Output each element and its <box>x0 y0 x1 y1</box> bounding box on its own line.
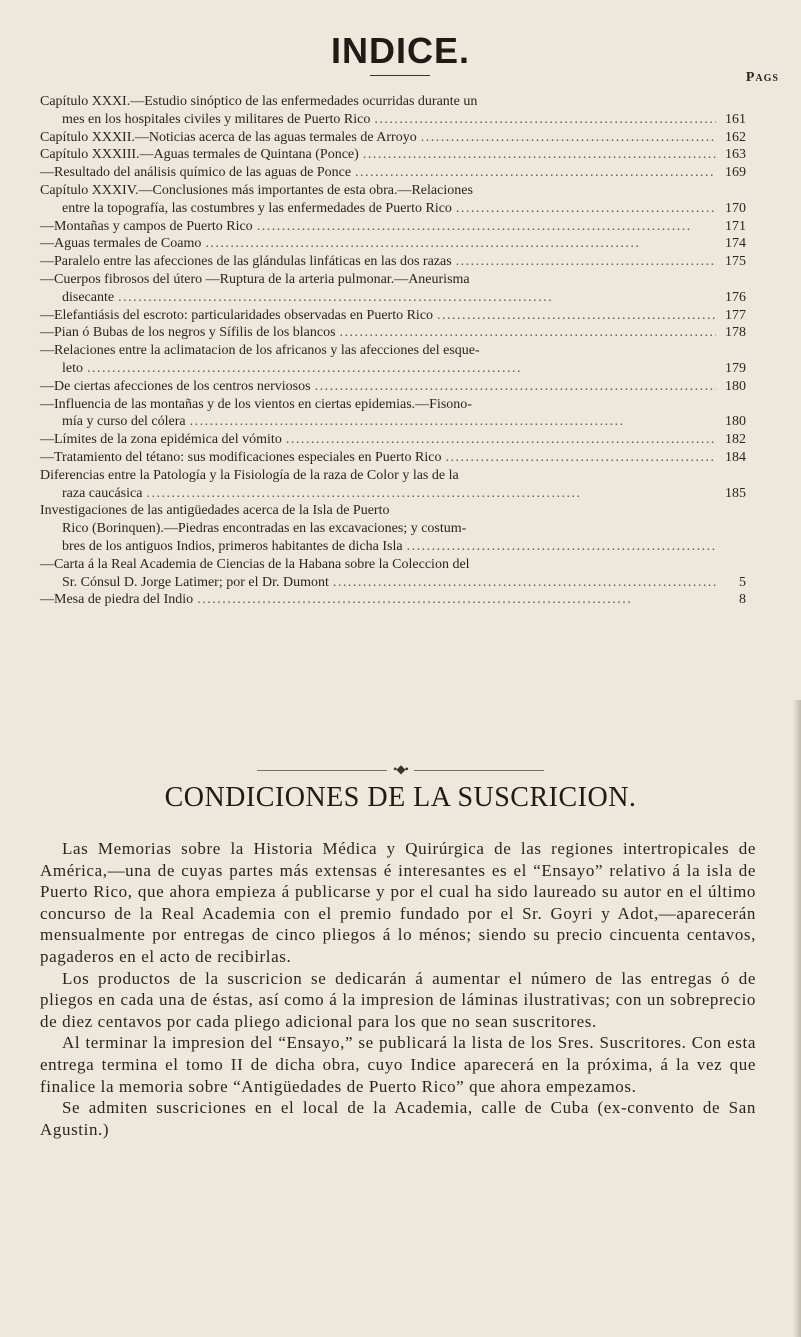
toc-entry-text: —Tratamiento del tétano: sus modificaciones especiales en Puerto Rico <box>40 449 442 465</box>
toc-entry-text: Sr. Cónsul D. Jorge Latimer; por el Dr. Dumont <box>62 574 329 590</box>
toc-page-number: 184 <box>725 449 746 465</box>
toc-page-number: 161 <box>725 111 746 127</box>
toc-line <box>40 324 746 342</box>
toc-line <box>40 111 746 129</box>
toc-page-number: 8 <box>739 592 746 608</box>
toc-entry <box>40 591 746 609</box>
pages-column-label: Pags <box>745 70 779 85</box>
toc-entry <box>40 182 746 218</box>
toc-page-number: 182 <box>725 432 746 448</box>
toc-line <box>40 485 746 503</box>
toc-entry-text: —Montañas y campos de Puerto Rico <box>40 218 253 234</box>
toc-line <box>40 93 746 111</box>
toc-page-number: 175 <box>725 254 746 270</box>
toc-entry-text: Investigaciones de las antigüedades acerca de la Isla de Puerto <box>40 503 390 519</box>
toc-page-number: 163 <box>725 147 746 163</box>
toc-line <box>40 467 746 485</box>
toc-entry <box>40 307 746 325</box>
dot-leader <box>363 146 716 164</box>
toc-page-number: 171 <box>725 218 746 234</box>
toc-entry <box>40 449 746 467</box>
toc-entry <box>40 502 746 555</box>
toc-line <box>40 378 746 396</box>
toc-entry <box>40 396 746 432</box>
toc-page-number: 185 <box>725 485 746 501</box>
toc-entry <box>40 93 746 129</box>
toc-page-number: 180 <box>725 378 746 394</box>
toc-entry <box>40 253 746 271</box>
toc-line <box>40 360 746 378</box>
toc-entry-text: Capítulo XXXIV.—Conclusiones más importantes de esta obra.—Relaciones <box>40 182 473 198</box>
toc-line <box>40 235 746 253</box>
toc-entry-text: —Resultado del análisis químico de las aguas de Ponce <box>40 165 352 181</box>
toc-line <box>40 449 746 467</box>
conditions-title: CONDICIONES DE LA SUSCRICION. <box>164 782 637 813</box>
toc-entry-text: —Elefantiásis del escroto: particularidades observadas en Puerto Rico <box>40 307 434 323</box>
toc-page-number: 5 <box>739 574 746 590</box>
toc-entry <box>40 146 746 164</box>
dot-leader <box>286 431 716 449</box>
toc-page-number: 170 <box>725 200 746 216</box>
toc-entry-text: Capítulo XXXI.—Estudio sinóptico de las enfermedades ocurridas durante un <box>40 94 478 109</box>
conditions-paragraph: Se admiten suscriciones en el local de la Academia, calle de Cuba (ex-convento de San Agustin.) <box>40 1098 756 1139</box>
toc-entry-text: mía y curso del cólera <box>62 414 186 430</box>
toc-entry-text: Rico (Borinquen).—Piedras encontradas en las excavaciones; y costum- <box>62 521 467 537</box>
toc-page-number: 162 <box>725 129 746 145</box>
dot-leader <box>374 111 716 129</box>
toc-entry <box>40 324 746 342</box>
toc-entry <box>40 342 746 378</box>
toc-entry <box>40 164 746 182</box>
toc-entry-text: —Paralelo entre las afecciones de las glándulas linfáticas en las dos razas <box>40 254 452 270</box>
toc-line <box>40 164 746 182</box>
toc-line <box>40 200 746 218</box>
toc-line <box>40 396 746 414</box>
dot-leader <box>446 449 717 467</box>
toc-page-number: 178 <box>725 325 746 341</box>
toc-line <box>40 556 746 574</box>
toc-line <box>40 218 746 236</box>
toc-line <box>40 182 746 200</box>
toc-line <box>40 413 746 431</box>
conditions-paragraph: Al terminar la impresion del “Ensayo,” se publicará la lista de los Sres. Suscritores. Con esta entrega termina el tomo II de dicha obra, cuyo Indice aparecerá en la próxima, á la vez que finalice la memoria sobre “Antigüedades de Puerto Rico” que ahora empezamos. <box>40 1033 756 1096</box>
dot-leader <box>456 253 716 271</box>
dot-leader <box>421 129 716 147</box>
toc-line <box>40 271 746 289</box>
toc-entry-text: —De ciertas afecciones de los centros nerviosos <box>40 378 311 394</box>
dot-leader <box>456 200 716 218</box>
toc-entry-text: —Aguas termales de Coamo <box>40 236 202 252</box>
dot-leader <box>355 164 716 182</box>
toc-line <box>40 431 746 449</box>
dot-leader <box>205 235 716 253</box>
toc-line <box>40 520 746 538</box>
dot-leader <box>197 591 716 609</box>
dot-leader <box>333 574 716 592</box>
toc-entry <box>40 431 746 449</box>
conditions-paragraph: Los productos de la suscricion se dedicarán á aumentar el número de las entregas ó de pliegos en cada una de éstas, así como á la impresion de láminas ilustrativas; con un sobreprecio de diez centavos por cada pliego adicional para los que no sean suscritores. <box>40 968 756 1031</box>
toc-entry-text: mes en los hospitales civiles y militares de Puerto Rico <box>62 111 371 127</box>
toc-entry-text: —Pian ó Bubas de los negros y Sífilis de los blancos <box>40 325 336 341</box>
toc-line <box>40 289 746 307</box>
toc-line <box>40 253 746 271</box>
toc-line <box>40 342 746 360</box>
conditions-body <box>40 838 756 1140</box>
title-rule <box>370 75 430 76</box>
toc-page-number: 174 <box>725 236 746 252</box>
toc-entry-text: —Mesa de piedra del Indio <box>40 592 194 608</box>
section-ornament: •◆• <box>0 762 801 777</box>
toc-page-number: 180 <box>725 414 746 430</box>
toc-entry <box>40 129 746 147</box>
toc-entry-text: Capítulo XXXII.—Noticias acerca de las aguas termales de Arroyo <box>40 129 417 145</box>
index-title: INDICE. <box>330 30 470 71</box>
toc-line <box>40 129 746 147</box>
toc-entry-text: —Influencia de las montañas y de los vientos en ciertas epidemias.—Fisono- <box>40 396 472 412</box>
toc-entry-text: entre la topografía, las costumbres y las enfermedades de Puerto Rico <box>62 200 452 216</box>
toc-entry-text: leto <box>62 360 83 376</box>
toc-line <box>40 146 746 164</box>
dot-leader <box>407 538 716 556</box>
toc-line <box>40 502 746 520</box>
dot-leader <box>118 289 716 307</box>
toc-entry-text: —Cuerpos fibrosos del útero —Ruptura de la arteria pulmonar.—Aneurisma <box>40 271 470 287</box>
toc-page-number: 179 <box>725 360 746 376</box>
toc-entry <box>40 378 746 396</box>
toc-line <box>40 307 746 325</box>
toc-entry-text: disecante <box>62 289 115 305</box>
toc-entry-text: —Relaciones entre la aclimatacion de los africanos y las afecciones del esque- <box>40 343 480 359</box>
toc-line <box>40 574 746 592</box>
toc-entry-text: —Límites de la zona epidémica del vómito <box>40 432 282 448</box>
table-of-contents <box>40 93 746 609</box>
toc-entry <box>40 271 746 307</box>
toc-entry <box>40 556 746 592</box>
dot-leader <box>437 307 716 325</box>
dot-leader <box>146 485 716 503</box>
dot-leader <box>257 218 716 236</box>
toc-page-number: 176 <box>725 289 746 305</box>
toc-line <box>40 538 746 556</box>
toc-entry <box>40 467 746 503</box>
toc-entry-text: —Carta á la Real Academia de Ciencias de la Habana sobre la Coleccion del <box>40 556 470 572</box>
toc-entry-text: Diferencias entre la Patología y la Fisiología de la raza de Color y las de la <box>40 467 459 483</box>
toc-entry-text: bres de los antiguos Indios, primeros habitantes de dicha Isla <box>62 538 403 554</box>
toc-page-number: 177 <box>725 307 746 323</box>
dot-leader <box>340 324 716 342</box>
toc-entry-text: raza caucásica <box>62 485 143 501</box>
dot-leader <box>315 378 716 396</box>
conditions-paragraph: Las Memorias sobre la Historia Médica y Quirúrgica de las regiones intertropicales de América,—una de cuyas partes más extensas é interesantes es el “Ensayo” relativo á la isla de Puerto Rico, que ahora empieza á publicarse y por el cual ha sido laureado su autor en el último concurso de la Real Academia con el premio fundado por el Sr. Goyri y Adot,—aparecerán mensualmente por entregas de cinco pliegos á lo ménos; siendo su precio cincuenta centavos, pagaderos en el acto de recibirlas. <box>40 839 756 966</box>
toc-entry-text: Capítulo XXXIII.—Aguas termales de Quintana (Ponce) <box>40 147 359 163</box>
dot-leader <box>190 413 716 431</box>
page-edge-shadow <box>793 700 801 1337</box>
toc-entry <box>40 235 746 253</box>
toc-line <box>40 591 746 609</box>
toc-page-number: 169 <box>725 165 746 181</box>
dot-leader <box>87 360 716 378</box>
toc-entry <box>40 218 746 236</box>
